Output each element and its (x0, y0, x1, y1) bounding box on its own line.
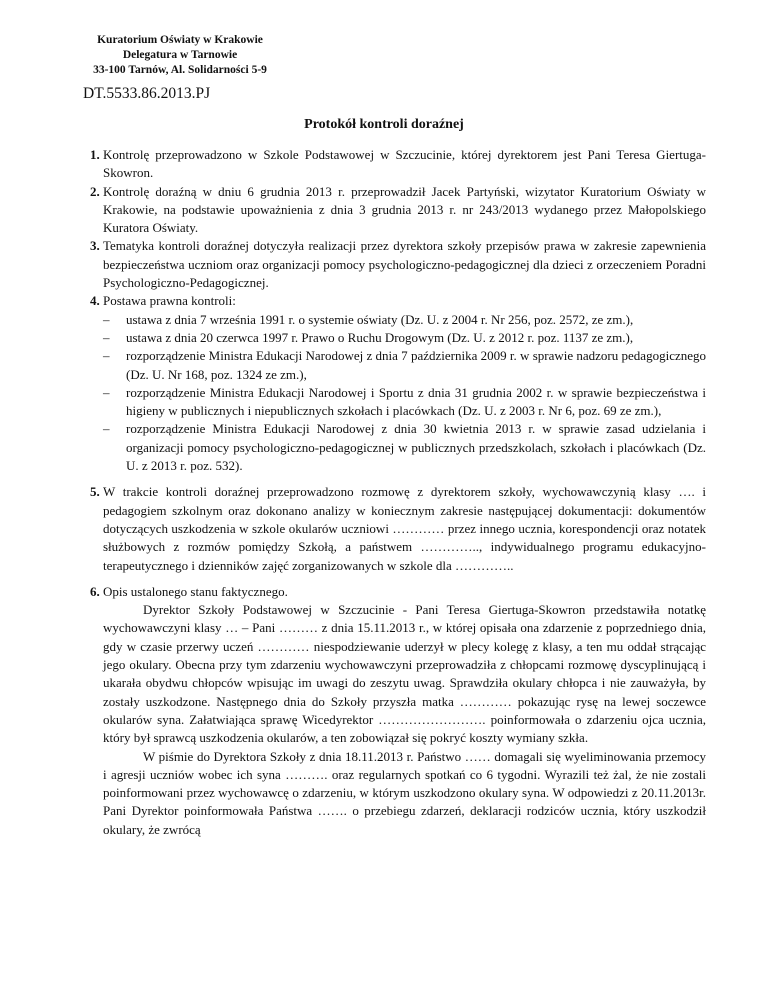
header-line-branch: Delegatura w Tarnowie (122, 49, 238, 61)
facts-paragraph: Dyrektor Szkoły Podstawowej w Szczucinie - Pani Teresa Giertuga-Skowron przedstawiła notatkę wychowawczyni klasy … – Pani ……… z dnia 15.11.2013 r., w której opisała ona zdarzenie z poprzedniego dnia, gdy w czasie przerwy uczeń ………… niespodziewanie uderzył w plecy kolegę z klasy, a ten mu oddał strącając jego okulary. Obecna przy tym zdarzeniu wychowawczyni przeprowadziła z chłopcami rozmowę dyscyplinującą i ukarała obydwu chłopców wpisując im uwagi do zeszytu uwag. Sprawdziła okulary chłopca i nie zauważyła, by zostały uszkodzone. Następnego dnia do Szkoły przyszła matka ………… pokazując rysę na lewej soczewce okularów syna. Załatwiająca sprawę Wicedyrektor ……………………. poinformowała o zdarzeniu ojca ucznia, który był sprawcą uszkodzenia okularów, a ten zobowiązał się pokryć koszty wymiany szkła. (103, 602, 706, 746)
numbered-list (80, 146, 706, 839)
legal-basis-item: – ustawa z dnia 20 czerwca 1997 r. Prawo o Ruchu Drogowym (Dz. U. z 2012 r. poz. 1137 ze zm.), (103, 329, 706, 347)
legal-basis-item: – rozporządzenie Ministra Edukacji Narodowej z dnia 30 kwietnia 2013 r. w sprawie zasad udzielania i organizacji pomocy psychologiczno-pedagogicznej w publicznych przedszkolach, szkołach i placówkach (Dz. U. z 2013 r. poz. 532). (103, 420, 706, 475)
legal-basis-item: – rozporządzenie Ministra Edukacji Narodowej i Sportu z dnia 31 grudnia 2002 r. w sprawie bezpieczeństwa i higieny w publicznych i niepublicznych szkołach i placówkach (Dz. U. z 2003 r. Nr 6, poz. 69 ze zm.), (103, 384, 706, 421)
header-line-institution: Kuratorium Oświaty w Krakowie (97, 34, 263, 46)
document-body (80, 146, 706, 839)
list-item: 5. W trakcie kontroli doraźnej przeprowadzono rozmowę z dyrektorem szkoły, wychowawczynią klasy …. i pedagogiem szkolnym oraz dokonano analizy w koniecznym zakresie następującej dokumentacji: dokumentów dotyczących uszkodzenia w szkole okularów uczniowi ………… przez innego ucznia, korespondencji oraz notatek służbowych z rozmów pomiędzy Szkołą, a państwem ………….., indywidualnego programu edukacyjno-terapeutycznego i dzienników zajęć zorganizowanych w szkole dla ………….. (103, 483, 706, 574)
legal-basis-item: – rozporządzenie Ministra Edukacji Narodowej z dnia 7 października 2009 r. w sprawie nadzoru pedagogicznego (Dz. U. Nr 168, poz. 1324 ze zm.), (103, 347, 706, 384)
list-item: 6. Opis ustalonego stanu faktycznego. Dyrektor Szkoły Podstawowej w Szczucinie - Pani Teresa Giertuga-Skowron przedstawiła notatkę wychowawczyni klasy … – Pani ……… z dnia 15.11.2013 r., w której opisała ona zdarzenie z poprzedniego dnia, gdy w czasie przerwy uczeń ………… niespodziewanie uderzył w plecy kolegę z klasy, a ten mu oddał strącając jego okulary. Obecna przy tym zdarzeniu wychowawczyni przeprowadziła z chłopcami rozmowę dyscyplinującą i ukarała obydwu chłopców wpisując im uwagi do zeszytu uwag. Sprawdziła okulary chłopca i nie zauważyła, by zostały uszkodzone. Następnego dnia do Szkoły przyszła matka ………… pokazując rysę na lewej soczewce okularów syna. Załatwiająca sprawę Wicedyrektor ……………………. poinformowała o zdarzeniu ojca ucznia, który był sprawcą uszkodzenia okularów, a ten zobowiązał się pokryć koszty wymiany szkła. W piśmie do Dyrektora Szkoły z dnia 18.11.2013 r. Państwo …… domagali się wyeliminowania przemocy i agresji uczniów wobec ich syna ………. oraz regularnych spotkań co 6 tygodni. Wyrazili też żal, że nie zostali poinformowani przez wychowawcę o zdarzeniu, w którym uszkodzono okulary syna. W odpowiedzi z 20.11.2013r. Pani Dyrektor poinformowała Państwa ……. o przebiegu zdarzeń, deklaracji rodziców ucznia, który uszkodził okulary, że zwrócą (103, 583, 706, 839)
institution-header (80, 33, 280, 78)
legal-basis-list (103, 311, 706, 476)
header-line-address: 33-100 Tarnów, Al. Solidarności 5-9 (93, 64, 267, 76)
list-item: 2. Kontrolę doraźną w dniu 6 grudnia 2013 r. przeprowadził Jacek Partyński, wizytator Kuratorium Oświaty w Krakowie, na podstawie upoważnienia z dnia 3 grudnia 2013 r. nr 243/2013 wydanego przez Małopolskiego Kuratora Oświaty. (103, 183, 706, 238)
facts-paragraph: W piśmie do Dyrektora Szkoły z dnia 18.11.2013 r. Państwo …… domagali się wyeliminowania przemocy i agresji uczniów wobec ich syna ………. oraz regularnych spotkań co 6 tygodni. Wyrazili też żal, że nie zostali poinformowani przez wychowawcę o zdarzeniu, w którym uszkodzono okulary syna. W odpowiedzi z 20.11.2013r. Pani Dyrektor poinformowała Państwa ……. o przebiegu zdarzeń, deklaracji rodziców ucznia, który uszkodził okulary, że zwrócą (103, 748, 706, 837)
document-title: Protokół kontroli doraźnej (304, 117, 464, 132)
list-item: 1. Kontrolę przeprowadzono w Szkole Podstawowej w Szczucinie, której dyrektorem jest Pani Teresa Giertuga-Skowron. (103, 146, 706, 183)
legal-basis-item: – ustawa z dnia 7 września 1991 r. o systemie oświaty (Dz. U. z 2004 r. Nr 256, poz. 2572, ze zm.), (103, 311, 706, 329)
list-item: 3. Tematyka kontroli doraźnej dotyczyła realizacji przez dyrektora szkoły przepisów prawa w zakresie zapewnienia bezpieczeństwa uczniom oraz organizacji pomocy psychologiczno-pedagogicznej dla dzieci z orzeczeniem Poradni Psychologiczno-Pedagogicznej. (103, 237, 706, 292)
document-number: DT.5533.86.2013.PJ (83, 85, 211, 102)
list-item: 4. Postawa prawna kontroli: – ustawa z dnia 7 września 1991 r. o systemie oświaty (Dz. U. z 2004 r. Nr 256, poz. 2572, ze zm.), – ustawa z dnia 20 czerwca 1997 r. Prawo o Ruchu Drogowym (Dz. U. z 2012 r. poz. 1137 ze zm.), – rozporządzenie Ministra Edukacji Narodowej z dnia 7 października 2009 r. w sprawie nadzoru pedagogicznego (Dz. U. Nr 168, poz. 1324 ze zm.), – rozporządzenie Ministra Edukacji Narodowej i Sportu z dnia 31 grudnia 2002 r. w sprawie bezpieczeństwa i higieny w publicznych i niepublicznych szkołach i placówkach (Dz. U. z 2003 r. Nr 6, poz. 69 ze zm.), – rozporządzenie Ministra Edukacji Narodowej z dnia 30 kwietnia 2013 r. w sprawie zasad udzielania i organizacji pomocy psychologiczno-pedagogicznej w publicznych przedszkolach, szkołach i placówkach (Dz. U. z 2013 r. poz. 532). (103, 292, 706, 475)
